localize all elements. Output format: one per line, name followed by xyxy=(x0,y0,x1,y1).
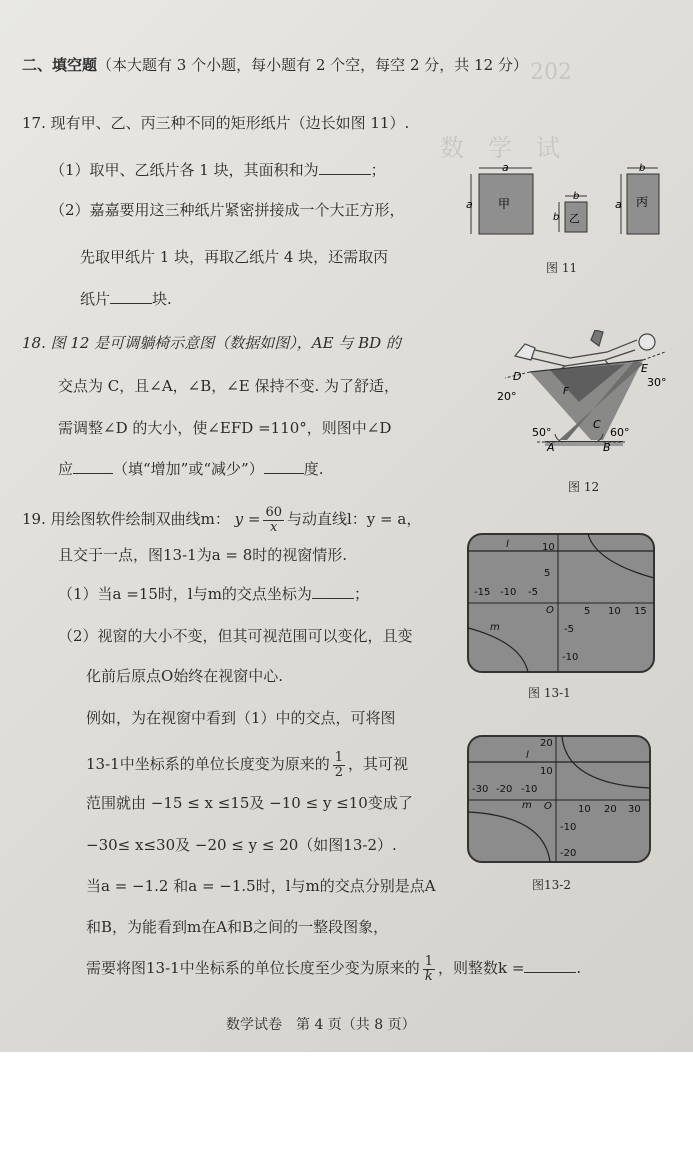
label-m: m xyxy=(522,800,532,811)
fraction-numerator: 60 xyxy=(265,504,282,520)
y-tick: 20 xyxy=(540,738,553,749)
y-tick: 5 xyxy=(544,568,551,579)
section-heading xyxy=(22,55,528,75)
y-tick: 10 xyxy=(542,542,555,553)
rect-bing xyxy=(615,163,659,234)
x-tick: -5 xyxy=(528,587,538,598)
label-b-side: b xyxy=(553,212,560,223)
answer-blank xyxy=(312,584,354,599)
figure-12-caption: 图 12 xyxy=(568,480,600,494)
fraction-numerator: 1 xyxy=(334,749,343,765)
q19-part1-a: （1）当a =15时，l与m的交点坐标为 xyxy=(58,585,312,603)
q19-part2-line2: 化前后原点O始终在视窗中心. xyxy=(86,667,284,685)
q18-line4-c: 度. xyxy=(303,460,324,478)
point-A: A xyxy=(547,441,555,454)
q18-line2: 交点为 C，且∠A，∠B，∠E 保持不变. 为了舒适， xyxy=(58,377,400,395)
label-l: l xyxy=(526,750,529,761)
angle-60: 60° xyxy=(610,426,630,439)
angle-30: 30° xyxy=(647,376,667,389)
label-b-top: b xyxy=(573,191,580,202)
q17-part2-line1: （2）嘉嘉要用这三种纸片紧密拼接成一个大正方形， xyxy=(50,201,405,219)
figure-13-2 xyxy=(466,734,652,864)
section-note: （本大题有 3 个小题，每小题有 2 个空，每空 2 分，共 12 分） xyxy=(97,56,528,74)
q17-stem: 17. 现有甲、乙、丙三种不同的矩形纸片（边长如图 11）. xyxy=(22,114,410,132)
figure-13-1-caption: 图 13-1 xyxy=(528,686,571,700)
q19-part2-line1: （2）视窗的大小不变，但其可视范围可以变化，且变 xyxy=(58,627,413,645)
q17-part1-text: （1）取甲、乙纸片各 1 块，其面积和为 xyxy=(50,161,319,179)
q17-part1 xyxy=(50,160,386,180)
answer-blank xyxy=(264,459,304,474)
origin-O: O xyxy=(544,801,552,812)
label-b-top: b xyxy=(639,163,646,174)
origin-O: O xyxy=(546,605,554,616)
rect-jia xyxy=(466,161,533,234)
fraction-denominator: k xyxy=(424,968,433,984)
section-title: 二、填空题 xyxy=(22,56,98,74)
label-l: l xyxy=(506,539,509,550)
point-B: B xyxy=(603,441,611,454)
show-through-text: 数 学 试 xyxy=(440,134,560,162)
angle-50: 50° xyxy=(532,426,552,439)
fraction-one-half xyxy=(333,751,345,780)
q19-line1 xyxy=(22,500,421,538)
point-D: D xyxy=(513,370,522,383)
q19-line5: 当a = −1.2 和a = −1.5时，l与m的交点分别是点A xyxy=(86,877,436,895)
q19-line7-b: ，则整数k = xyxy=(437,959,525,977)
angle-20: 20° xyxy=(497,390,517,403)
q19-part1-b: ； xyxy=(353,585,369,603)
q19-line7-c: . xyxy=(576,959,582,977)
point-C: C xyxy=(593,418,601,431)
q19-line1-a: 19. 用绘图软件绘制双曲线m： xyxy=(22,510,230,528)
page-footer: 数学试卷 第 4 页（共 8 页） xyxy=(226,1017,416,1033)
fraction-denominator: 2 xyxy=(334,764,343,780)
y-tick: -10 xyxy=(560,822,577,833)
q19-example-line2 xyxy=(86,746,408,782)
x-tick: -20 xyxy=(496,784,513,795)
answer-blank xyxy=(110,289,152,304)
y-tick: -10 xyxy=(562,652,579,663)
fraction-60-over-x xyxy=(263,506,284,535)
label-a-top: a xyxy=(502,161,509,174)
q18-line1 xyxy=(22,333,401,353)
q18-line4-a: 应 xyxy=(58,460,74,478)
q19-example-line2-a: 13-1中坐标系的单位长度变为原来的 xyxy=(86,755,330,773)
y-tick: -5 xyxy=(564,624,574,635)
x-tick: -10 xyxy=(500,587,517,598)
x-tick: 30 xyxy=(628,804,641,815)
x-tick: -30 xyxy=(472,784,489,795)
rect-yi xyxy=(553,191,587,232)
q17-part2-line3-a: 纸片 xyxy=(80,290,111,308)
q19-example-line4: −30≤ x≤30及 −20 ≤ y ≤ 20（如图13-2）. xyxy=(86,836,397,854)
x-tick: 5 xyxy=(584,606,591,617)
label-yi: 乙 xyxy=(569,212,580,225)
q19-example-line3: 范围就由 −15 ≤ x ≤15及 −10 ≤ y ≤10变成了 xyxy=(86,794,413,812)
y-tick: 10 xyxy=(540,766,553,777)
answer-blank xyxy=(73,459,113,474)
q19-line2: 且交于一点，图13-1为a = 8时的视窗情形. xyxy=(58,546,348,564)
y-tick: -20 xyxy=(560,848,577,859)
q19-line6: 和B，为能看到m在A和B之间的一整段图象， xyxy=(86,918,389,936)
answer-blank xyxy=(319,160,371,175)
answer-blank xyxy=(524,958,576,973)
point-F: F xyxy=(563,386,569,397)
figure-11-caption: 图 11 xyxy=(546,261,578,275)
q17-part1-end: ； xyxy=(370,161,386,179)
figure-12 xyxy=(495,330,675,465)
show-through-text: 202 xyxy=(530,60,572,85)
q19-example-line1: 例如，为在视窗中看到（1）中的交点，可将图 xyxy=(86,709,396,727)
fraction-numerator: 1 xyxy=(424,953,433,969)
x-tick: -10 xyxy=(521,784,538,795)
q18-line4-b: （填“增加”或“减少”） xyxy=(113,460,264,478)
fraction-denominator: x xyxy=(270,519,278,535)
label-m: m xyxy=(490,622,500,633)
q19-line1-b: 与动直线l：y = a， xyxy=(287,510,422,528)
q18-line4 xyxy=(58,459,323,479)
x-tick: 10 xyxy=(608,606,621,617)
figure-11 xyxy=(462,160,672,275)
q19-line7-a: 需要将图13-1中坐标系的单位长度至少变为原来的 xyxy=(86,959,420,977)
q19-part1 xyxy=(58,584,369,604)
q19-y-eq: y = xyxy=(234,510,261,528)
q17-part2-line3-b: 块. xyxy=(152,290,172,308)
label-a-side: a xyxy=(466,198,473,211)
point-E: E xyxy=(641,362,648,375)
q18-line3: 需调整∠D 的大小，使∠EFD =110°，则图中∠D xyxy=(58,419,392,437)
q18-line1-text: 18. 图 12 是可调躺椅示意图（数据如图），AE 与 BD 的 xyxy=(22,334,401,352)
fraction-one-over-k xyxy=(423,955,435,984)
label-jia: 甲 xyxy=(498,197,511,211)
q17-part2-line3 xyxy=(80,289,172,309)
x-tick: 15 xyxy=(634,606,647,617)
x-tick: -15 xyxy=(474,587,491,598)
x-tick: 10 xyxy=(578,804,591,815)
label-bing: 丙 xyxy=(636,195,649,209)
figure-13-2-caption: 图13-2 xyxy=(532,878,571,892)
label-a-side: a xyxy=(615,198,622,211)
q17-part2-line2: 先取甲纸片 1 块，再取乙纸片 4 块，还需取丙 xyxy=(80,248,389,266)
q19-example-line2-b: ，其可视 xyxy=(347,755,408,773)
q19-line7 xyxy=(86,950,581,986)
figure-13-1 xyxy=(466,532,656,674)
x-tick: 20 xyxy=(604,804,617,815)
